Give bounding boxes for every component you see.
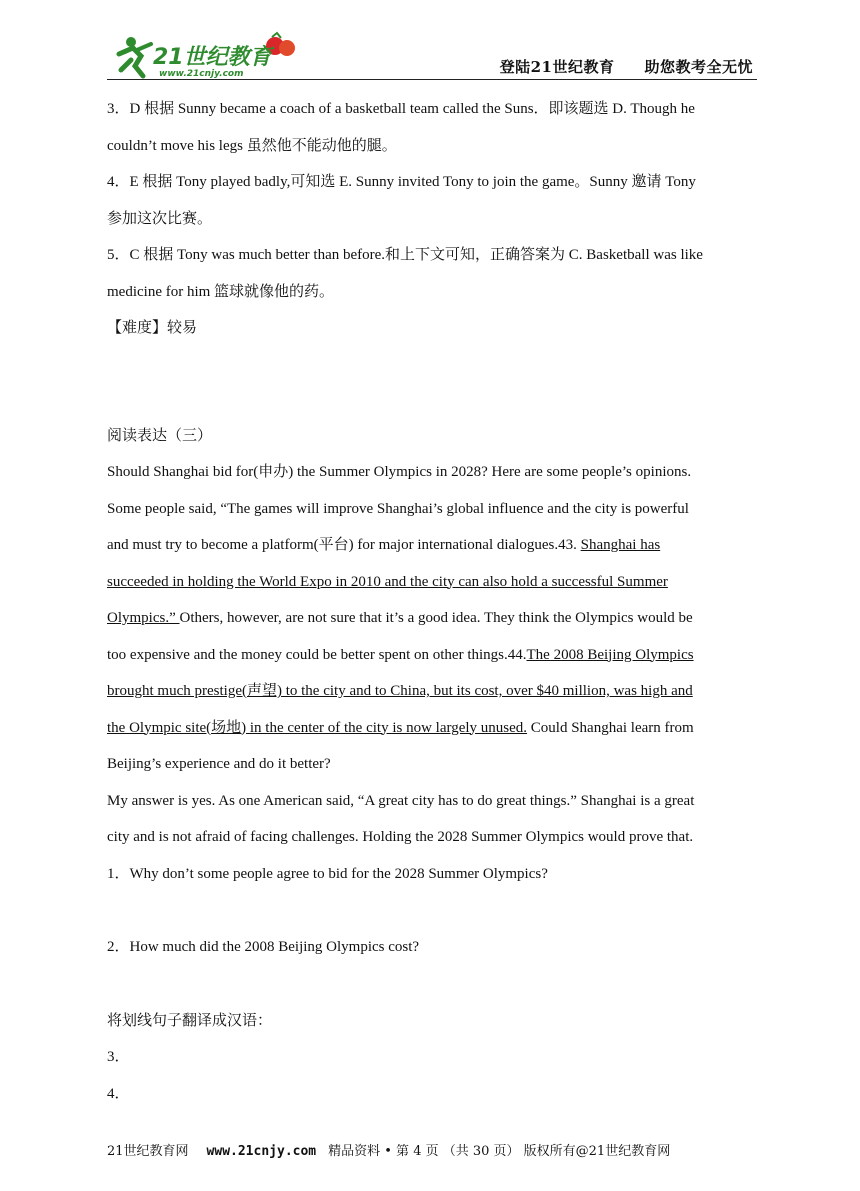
translation-instruction: 将划线句子翻译成汉语： (107, 1012, 273, 1029)
question-1: 1．Why don’t some people agree to bid for the 2028 Summer Olympics? (107, 865, 548, 882)
footer-site: 21世纪教育网 (107, 1144, 189, 1159)
passage-line-8: the Olympic site(场地) in the center of the city is now largely unused. Could Shanghai learn from (107, 719, 694, 736)
answer-4-line-2: 参加这次比赛。 (107, 210, 213, 227)
answer-5-line-2: medicine for him 篮球就像他的药。 (107, 283, 335, 300)
slogan-left: 登陆21世纪教育 (499, 58, 615, 76)
answer-5-line-1: 5．C 根据 Tony was much better than before.和上下文可知，正确答案为 C. Basketball was like (107, 247, 703, 263)
passage-line-9: Beijing’s experience and do it better? (107, 756, 331, 772)
section-title: 阅读表达（三） (107, 427, 213, 444)
passage-line-4: succeeded in holding the World Expo in 2010 and the city can also hold a successful Summer (107, 573, 668, 590)
logo (107, 30, 307, 80)
page-content (107, 91, 757, 1112)
passage-line-7: brought much prestige(声望) to the city and to China, but its cost, over $40 million, was high and (107, 683, 693, 699)
answer-4-line-1: 4．E 根据 Tony played badly,可知选 E. Sunny invited Tony to join the game。Sunny 邀请 Tony (107, 174, 696, 190)
underlined-sentence-43: Shanghai has (580, 537, 661, 553)
difficulty-label: 【难度】较易 (107, 320, 198, 336)
question-3: 3． (107, 1049, 130, 1065)
passage-line-10: My answer is yes. As one American said, “A great city has to do great things.” Shanghai is a great (107, 792, 695, 809)
underlined-sentence-44: The 2008 Beijing Olympics (526, 646, 694, 663)
footer-url[interactable]: www.21cnjy.com (206, 1144, 317, 1159)
svg-text:www.21cnjy.com: www.21cnjy.com (159, 69, 244, 79)
slogan-right: 助您教考全无忧 (644, 58, 753, 76)
header-divider (107, 79, 757, 80)
header-slogan (500, 56, 753, 77)
passage-line-6: too expensive and the money could be better spent on other things.44.The 2008 Beijing Olympics (107, 646, 694, 663)
passage-line-1: Should Shanghai bid for(申办) the Summer Olympics in 2028? Here are some people’s opinions. (107, 464, 692, 480)
answer-3-line-1: 3．D 根据 Sunny became a coach of a basketball team called the Suns．即该题选 D. Though he (107, 101, 695, 117)
svg-text:21世纪教育: 21世纪教育 (153, 45, 272, 70)
question-4: 4． (107, 1085, 130, 1102)
passage-line-11: city and is not afraid of facing challenges. Holding the 2028 Summer Olympics would prove that. (107, 829, 694, 845)
passage-line-3: and must try to become a platform(平台) for major international dialogues.43. Shanghai has (107, 537, 661, 553)
passage-line-5: Olympics.” Others, however, are not sure that it’s a good idea. They think the Olympics would be (107, 610, 693, 626)
page-header (107, 30, 757, 80)
footer-page-info: 精品资料 • 第 4 页 （共 30 页） 版权所有@21世纪教育网 (328, 1144, 671, 1159)
page-footer (107, 1140, 757, 1159)
answer-3-line-2: couldn’t move his legs 虽然他不能动他的腿。 (107, 137, 397, 154)
passage-line-2: Some people said, “The games will improve Shanghai’s global influence and the city is powerful (107, 500, 689, 517)
runner-logo-icon (107, 30, 307, 80)
question-2: 2．How much did the 2008 Beijing Olympics cost? (107, 939, 420, 955)
